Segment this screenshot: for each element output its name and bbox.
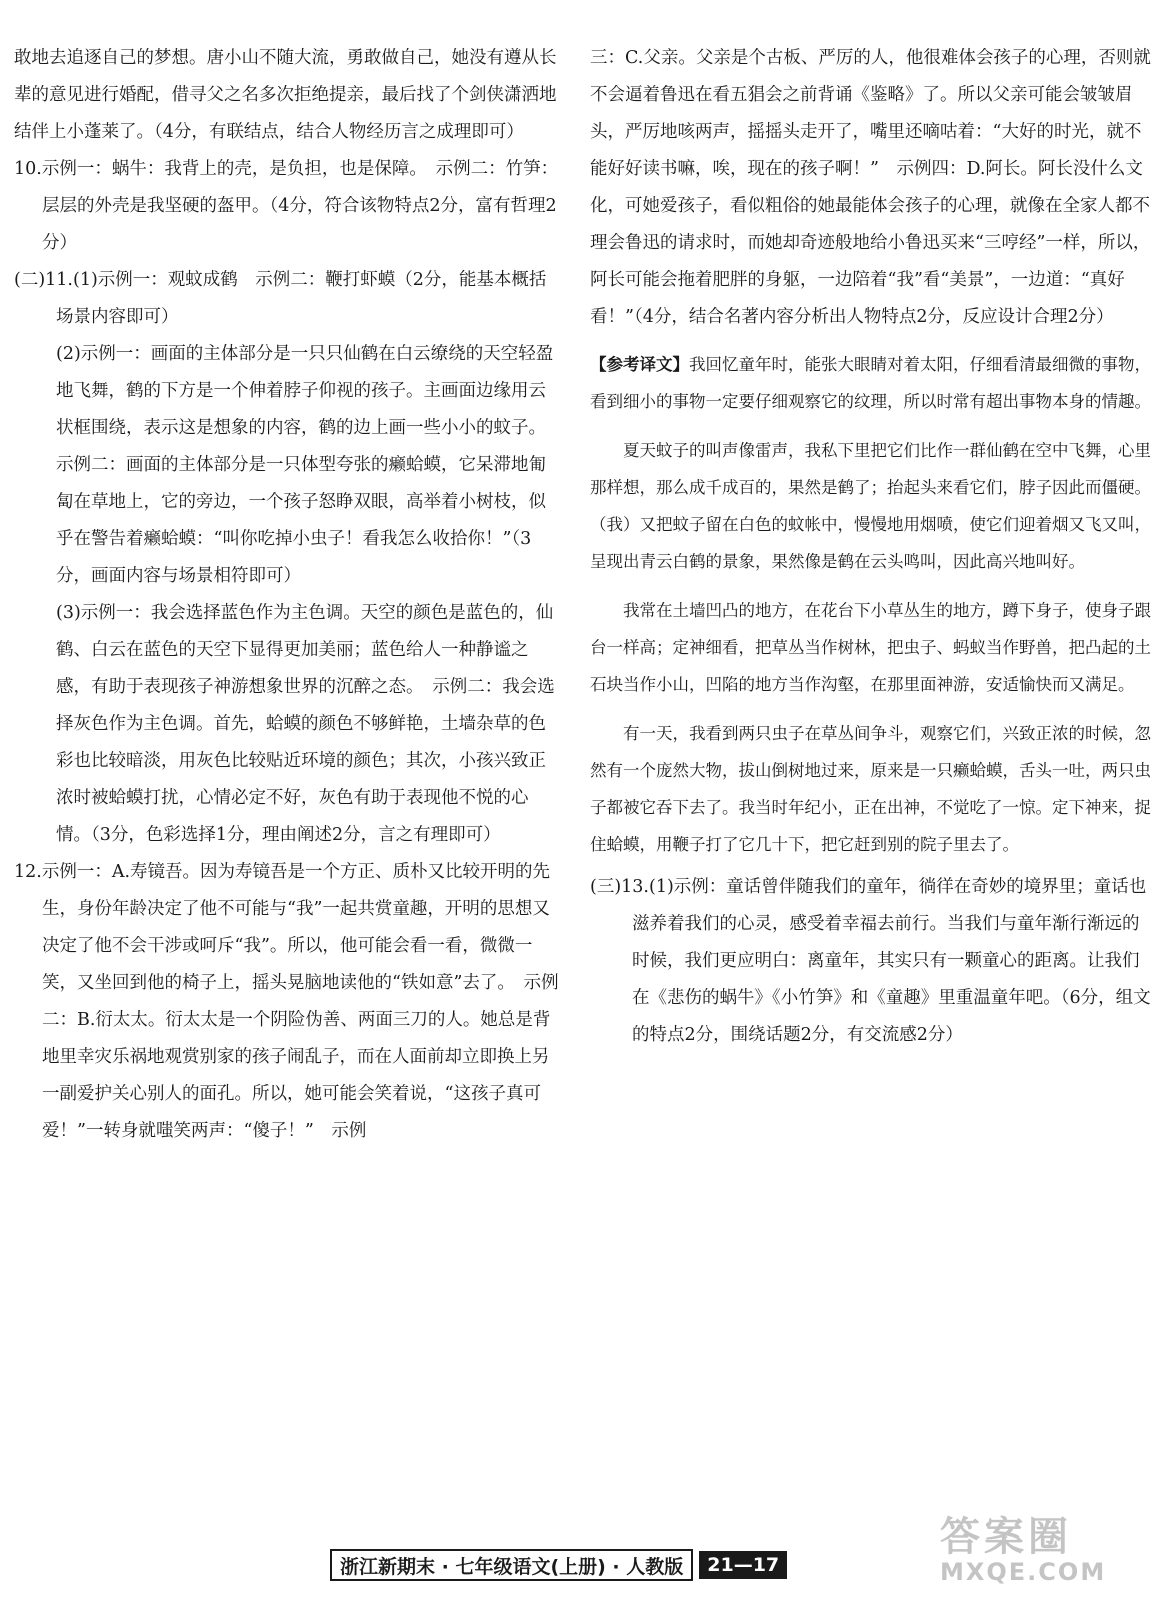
translation-paragraph-3: 我常在土墙凹凸的地方，在花台下小草丛生的地方，蹲下身子，使身子跟台一样高；定神细看，把草丛当作树林，把虫子、蚂蚁当作野兽，把凸起的土石块当作小山，凹陷的地方当作沟壑，在那里面神游，安适愉快而又满足。: [590, 601, 1151, 694]
answer-12-continued: 三：C.父亲。父亲是个古板、严厉的人，他很难体会孩子的心理，否则就不会逼着鲁迅在看五猖会之前背诵《鉴略》了。所以父亲可能会皱皱眉头，严厉地咳两声，摇摇头走开了，嘴里还嘀咕着：“大好的时光，就不能好好读书嘛，唉，现在的孩子啊！” 示例四：D.阿长。阿长没什么文化，可她爱孩子，看似粗俗的她最能体会孩子的心理，就像在全家人都不理会鲁迅的请求时，而她却奇迹般地给小鲁迅买来“三哼经”一样，所以，阿长可能会拖着肥胖的身躯，一边陪着“我”看“美景”，一边道：“真好看！”（4分，结合名著内容分析出人物特点2分，反应设计合理2分）: [590, 48, 1151, 327]
page-footer: [330, 1549, 798, 1581]
watermark-url: MXQE.COM: [940, 1558, 1107, 1586]
watermark-text: 答案圈: [940, 1514, 1072, 1560]
answer-12: 12.示例一：A.寿镜吾。因为寿镜吾是一个方正、质朴又比较开明的先生，身份年龄决定了他不可能与“我”一起共赏童趣，开明的思想又决定了他不会干涉或呵斥“我”。所以，他可能会看一看，微微一笑，又坐回到他的椅子上，摇头晃脑地读他的“铁如意”去了。 示例二：B.衍太太。衍太太是一个阴险伪善、两面三刀的人。她总是背地里幸灾乐祸地观赏别家的孩子闹乱子，而在人面前却立即换上另一副爱护关心别人的面孔。所以，她可能会笑着说，“这孩子真可爱！”一转身就嗤笑两声：“傻子！” 示例: [14, 862, 559, 1141]
translation-paragraph-2: 夏天蚊子的叫声像雷声，我私下里把它们比作一群仙鹤在空中飞舞，心里那样想，那么成千成百的，果然是鹤了；抬起头来看它们，脖子因此而僵硬。（我）又把蚊子留在白色的蚊帐中，慢慢地用烟喷，使它们迎着烟又飞又叫，呈现出青云白鹤的景象，果然像是鹤在云头鸣叫，因此高兴地叫好。: [590, 441, 1151, 571]
footer-title: 浙江新期末 · 七年级语文(上册) · 人教版: [330, 1549, 693, 1581]
translation-paragraph-4: 有一天，我看到两只虫子在草丛间争斗，观察它们，兴致正浓的时候，忽然有一个庞然大物，拔山倒树地过来，原来是一只癞蛤蟆，舌头一吐，两只虫子都被它吞下去了。我当时年纪小，正在出神，不觉吃了一惊。定下神来，捉住蛤蟆，用鞭子打了它几十下，把它赶到别的院子里去了。: [590, 724, 1151, 854]
reference-translation: [590, 346, 1152, 863]
right-column: [590, 40, 1152, 1054]
watermark-logo: [940, 1505, 1165, 1597]
answer-9-continued: 敢地去追逐自己的梦想。唐小山不随大流，勇敢做自己，她没有遵从长辈的意见进行婚配，借寻父之名多次拒绝提亲，最后找了个剑侠潇洒地结伴上小蓬莱了。（4分，有联结点，结合人物经历言之成理即可）: [14, 48, 557, 142]
answer-13: (三)13.(1)示例：童话曾伴随我们的童年，徜徉在奇妙的境界里；童话也滋养着我们的心灵，感受着幸福去前行。当我们与童年渐行渐远的时候，我们更应明白：离童年，其实只有一颗童心的距离。让我们在《悲伤的蜗牛》《小竹笋》和《童趣》里重温童年吧。（6分，组文的特点2分，围绕话题2分，有交流感2分）: [590, 877, 1151, 1045]
page-number: 21—17: [699, 1551, 787, 1579]
translation-paragraph-1: 我回忆童年时，能张大眼睛对着太阳，仔细看清最细微的事物，看到细小的事物一定要仔细观察它的纹理，所以时常有超出事物本身的情趣。: [590, 355, 1151, 411]
reference-translation-tag: 【参考译文】: [590, 355, 689, 374]
answer-11-2: (2)示例一：画面的主体部分是一只只仙鹤在白云缭绕的天空轻盈地飞舞，鹤的下方是一个伸着脖子仰视的孩子。主画面边缘用云状框围绕，表示这是想象的内容，鹤的边上画一些小小的蚊子。 示例二：画面的主体部分是一只体型夸张的癞蛤蟆，它呆滞地匍匐在草地上，它的旁边，一个孩子怒睁双眼，高举着小树枝，似乎在警告着癞蛤蟆：“叫你吃掉小虫子！看我怎么收拾你！”（3分，画面内容与场景相符即可）: [56, 344, 555, 586]
answer-10: 10.示例一：蜗牛：我背上的壳，是负担，也是保障。 示例二：竹笋：层层的外壳是我坚硬的盔甲。（4分，符合该物特点2分，富有哲理2分）: [14, 159, 559, 253]
answer-11-1: (二)11.(1)示例一：观蚊成鹤 示例二：鞭打虾蟆（2分，能基本概括场景内容即可）: [14, 270, 547, 327]
left-column: [14, 40, 559, 1150]
answer-11-3: (3)示例一：我会选择蓝色作为主色调。天空的颜色是蓝色的，仙鹤、白云在蓝色的天空下显得更加美丽；蓝色给人一种静谧之感，有助于表现孩子神游想象世界的沉醉之态。 示例二：我会选择灰色作为主色调。首先，蛤蟆的颜色不够鲜艳，土墙杂草的色彩也比较暗淡，用灰色比较贴近环境的颜色；其次，小孩兴致正浓时被蛤蟆打扰，心情必定不好，灰色有助于表现他不悦的心情。（3分，色彩选择1分，理由阐述2分，言之有理即可）: [56, 603, 555, 845]
